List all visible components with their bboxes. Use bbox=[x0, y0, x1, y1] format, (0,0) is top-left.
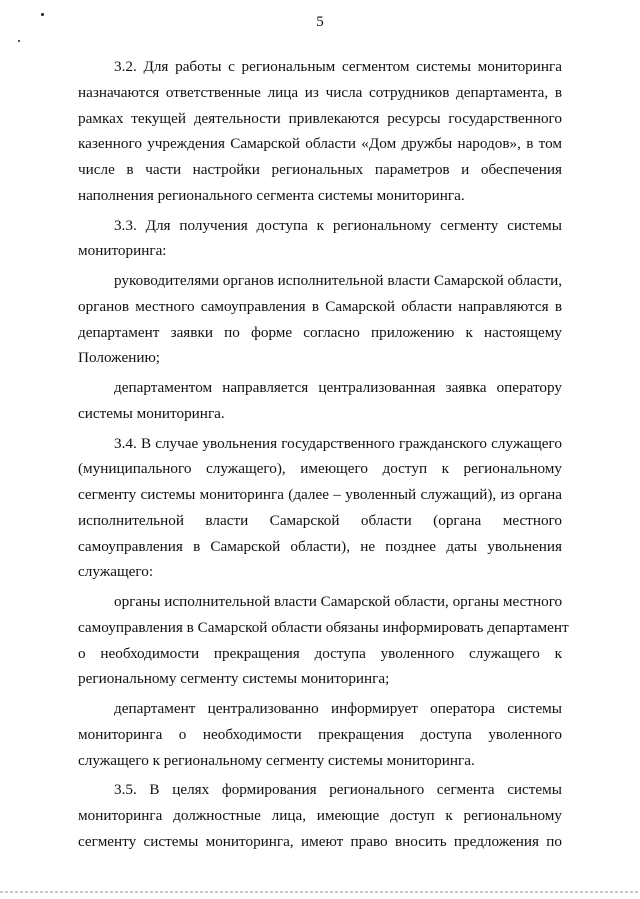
text-line: 3.5. В целях формирования регионального сегмента системы bbox=[114, 781, 562, 799]
text-line: самоуправления в Самарской области обязаны информировать департамент bbox=[78, 618, 569, 636]
paragraph-3-4-item-1 bbox=[78, 589, 569, 692]
text-line: исполнительной власти Самарской области (органа местного bbox=[78, 511, 562, 529]
text-line: сегменту системы мониторинга, имеют право вносить предложения по bbox=[78, 832, 562, 850]
paragraph-3-3-item-2 bbox=[78, 375, 562, 427]
text-line: мониторинга должностные лица, имеющие доступ к региональному bbox=[78, 807, 562, 824]
text-line: департамент заявки по форме согласно приложению к настоящему bbox=[78, 323, 562, 341]
paragraph-3-4 bbox=[78, 431, 562, 586]
page-number: 5 bbox=[316, 14, 324, 30]
document-body bbox=[78, 54, 569, 855]
text-line: органы исполнительной власти Самарской области, органы местного bbox=[114, 593, 563, 610]
text-line: казенного учреждения Самарской области «Дом дружбы народов», в том bbox=[78, 135, 562, 153]
text-line: сегменту системы мониторинга (далее – уволенный служащий), из органа bbox=[78, 486, 562, 503]
text-line: наполнения регионального сегмента системы мониторинга. bbox=[78, 186, 465, 204]
scan-edge-line bbox=[0, 891, 640, 893]
text-line: 3.4. В случае увольнения государственного гражданского служащего bbox=[114, 434, 562, 452]
paragraph-3-5 bbox=[78, 777, 562, 854]
scan-speck bbox=[18, 40, 20, 42]
text-line: назначаются ответственные лица из числа сотрудников департамента, в bbox=[78, 83, 562, 101]
text-line: о необходимости прекращения доступа уволенного служащего к bbox=[78, 644, 562, 662]
text-line: числе в части настройки региональных параметров и обеспечения bbox=[78, 161, 562, 178]
text-line: системы мониторинга. bbox=[78, 404, 225, 422]
text-line: департаментом направляется централизованная заявка оператору bbox=[114, 379, 562, 396]
text-line: руководителями органов исполнительной власти Самарской области, bbox=[114, 272, 563, 289]
text-line: департамент централизованно информирует оператора системы bbox=[114, 700, 562, 717]
paragraph-3-3 bbox=[78, 213, 562, 265]
paragraph-3-3-item-1 bbox=[78, 268, 562, 371]
text-line: региональному сегменту системы мониторинга; bbox=[78, 670, 390, 688]
paragraph-3-2 bbox=[78, 54, 562, 209]
text-line: служащего: bbox=[78, 563, 154, 581]
text-line: 3.2. Для работы с региональным сегментом системы мониторинга bbox=[114, 58, 562, 75]
text-line: Положению; bbox=[78, 349, 161, 367]
text-line: (муниципального служащего), имеющего доступ к региональному bbox=[78, 460, 562, 478]
text-line: служащего к региональному сегменту системы мониторинга. bbox=[78, 751, 475, 769]
text-line: мониторинга: bbox=[78, 242, 167, 260]
paragraph-3-4-item-2 bbox=[78, 696, 562, 773]
text-line: 3.3. Для получения доступа к региональному сегменту системы bbox=[114, 216, 562, 234]
text-line: самоуправления в Самарской области), не позднее даты увольнения bbox=[78, 537, 562, 555]
text-line: рамках текущей деятельности привлекаются ресурсы государственного bbox=[78, 109, 562, 127]
text-line: мониторинга о необходимости прекращения доступа уволенного bbox=[78, 725, 562, 743]
text-line: органов местного самоуправления в Самарской области направляются в bbox=[78, 297, 562, 315]
